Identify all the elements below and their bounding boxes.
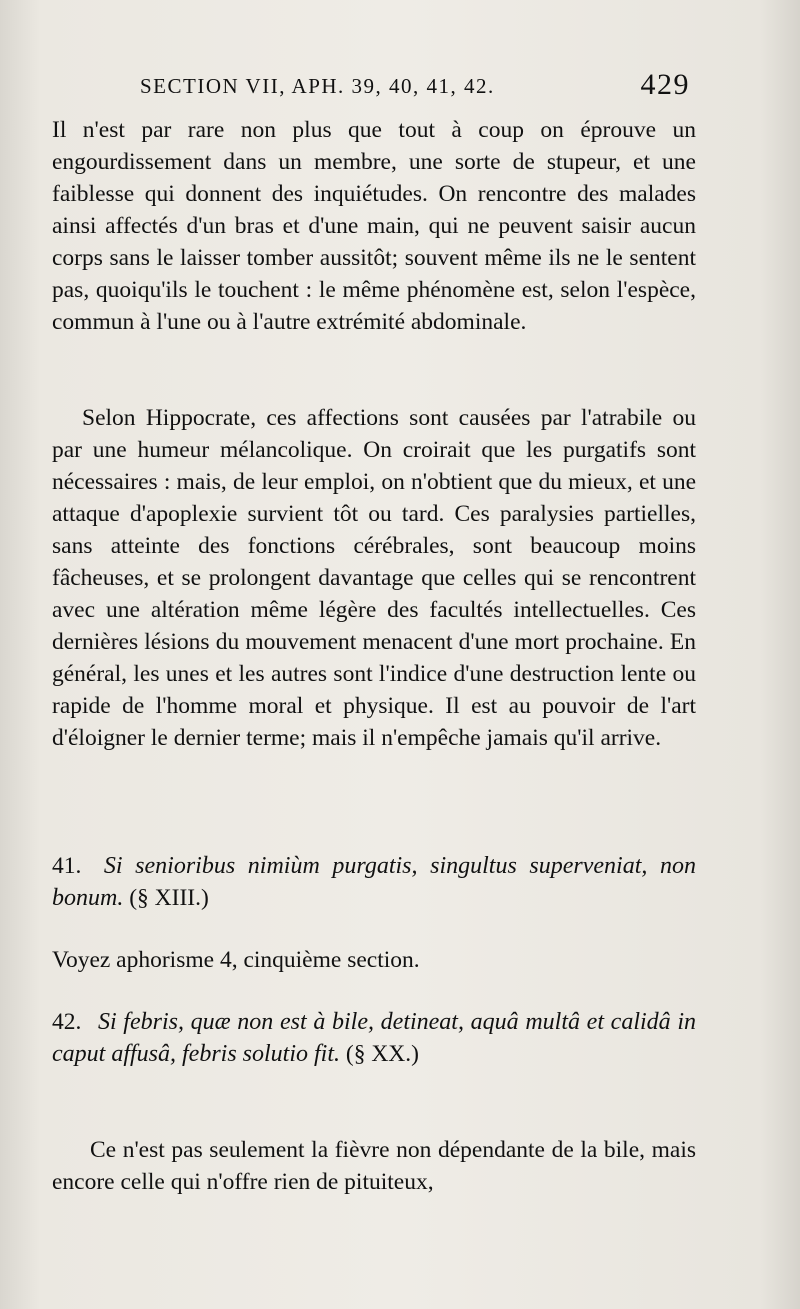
aphorism-latin-text: Si febris, quæ non est à bile, detineat, aquâ multâ et calidâ in caput affusâ, febris solutio fit. xyxy=(52,1009,697,1067)
paragraph-2: Selon Hippocrate, ces affections sont causées par l'atrabile ou par une humeur mélancolique. On croirait que les purgatifs sont nécessaires : mais, de leur emploi, on n'obtient que du mieux, et une attaque d'apoplexie survient tôt ou tard. Ces paralysies partielles, sans atteinte des fonctions cérébrales, sont beaucoup moins fâcheuses, et se prolongent davantage que celles qui se rencontrent avec une altération même légère des facultés intellectuelles. Ces dernières lésions du mouvement menacent d'une mort prochaine. En général, les unes et les autres sont l'indice d'une destruction lente ou rapide de l'homme moral et physique. Il est au pouvoir de l'art d'éloigner le dernier terme; mais il n'empêche jamais qu'il arrive. xyxy=(52,405,696,751)
cross-reference: Voyez aphorisme 4, cinquième section. xyxy=(52,947,420,973)
aphorism-41 xyxy=(52,850,696,914)
aphorism-latin-text: Si senioribus nimiùm purgatis, singultus superveniat, non bonum. xyxy=(52,853,697,911)
page-number: 429 xyxy=(640,68,690,101)
aphorism-number: 42. xyxy=(52,1009,82,1035)
aphorism-number: 41. xyxy=(52,853,82,879)
aphorism-42 xyxy=(52,1006,696,1070)
running-header xyxy=(140,68,690,108)
section-title: SECTION VII, APH. 39, 40, 41, 42. xyxy=(140,74,495,98)
paragraph-3: Ce n'est pas seulement la fièvre non dépendante de la bile, mais encore celle qui n'offre rien de pituiteux, xyxy=(52,1137,696,1195)
aphorism-reference: (§ XX.) xyxy=(345,1041,419,1067)
aphorism-reference: (§ XIII.) xyxy=(129,885,209,911)
paragraph-1: Il n'est par rare non plus que tout à coup on éprouve un engourdissement dans un membre, une sorte de stupeur, et une faiblesse qui donnent des inquiétudes. On rencontre des malades ainsi affectés d'un bras et d'une main, qui ne peuvent saisir aucun corps sans le laisser tomber aussitôt; souvent même ils ne le sentent pas, quoiqu'ils le touchent : le même phénomène est, selon l'espèce, commun à l'une ou à l'autre extrémité abdominale. xyxy=(52,117,696,335)
